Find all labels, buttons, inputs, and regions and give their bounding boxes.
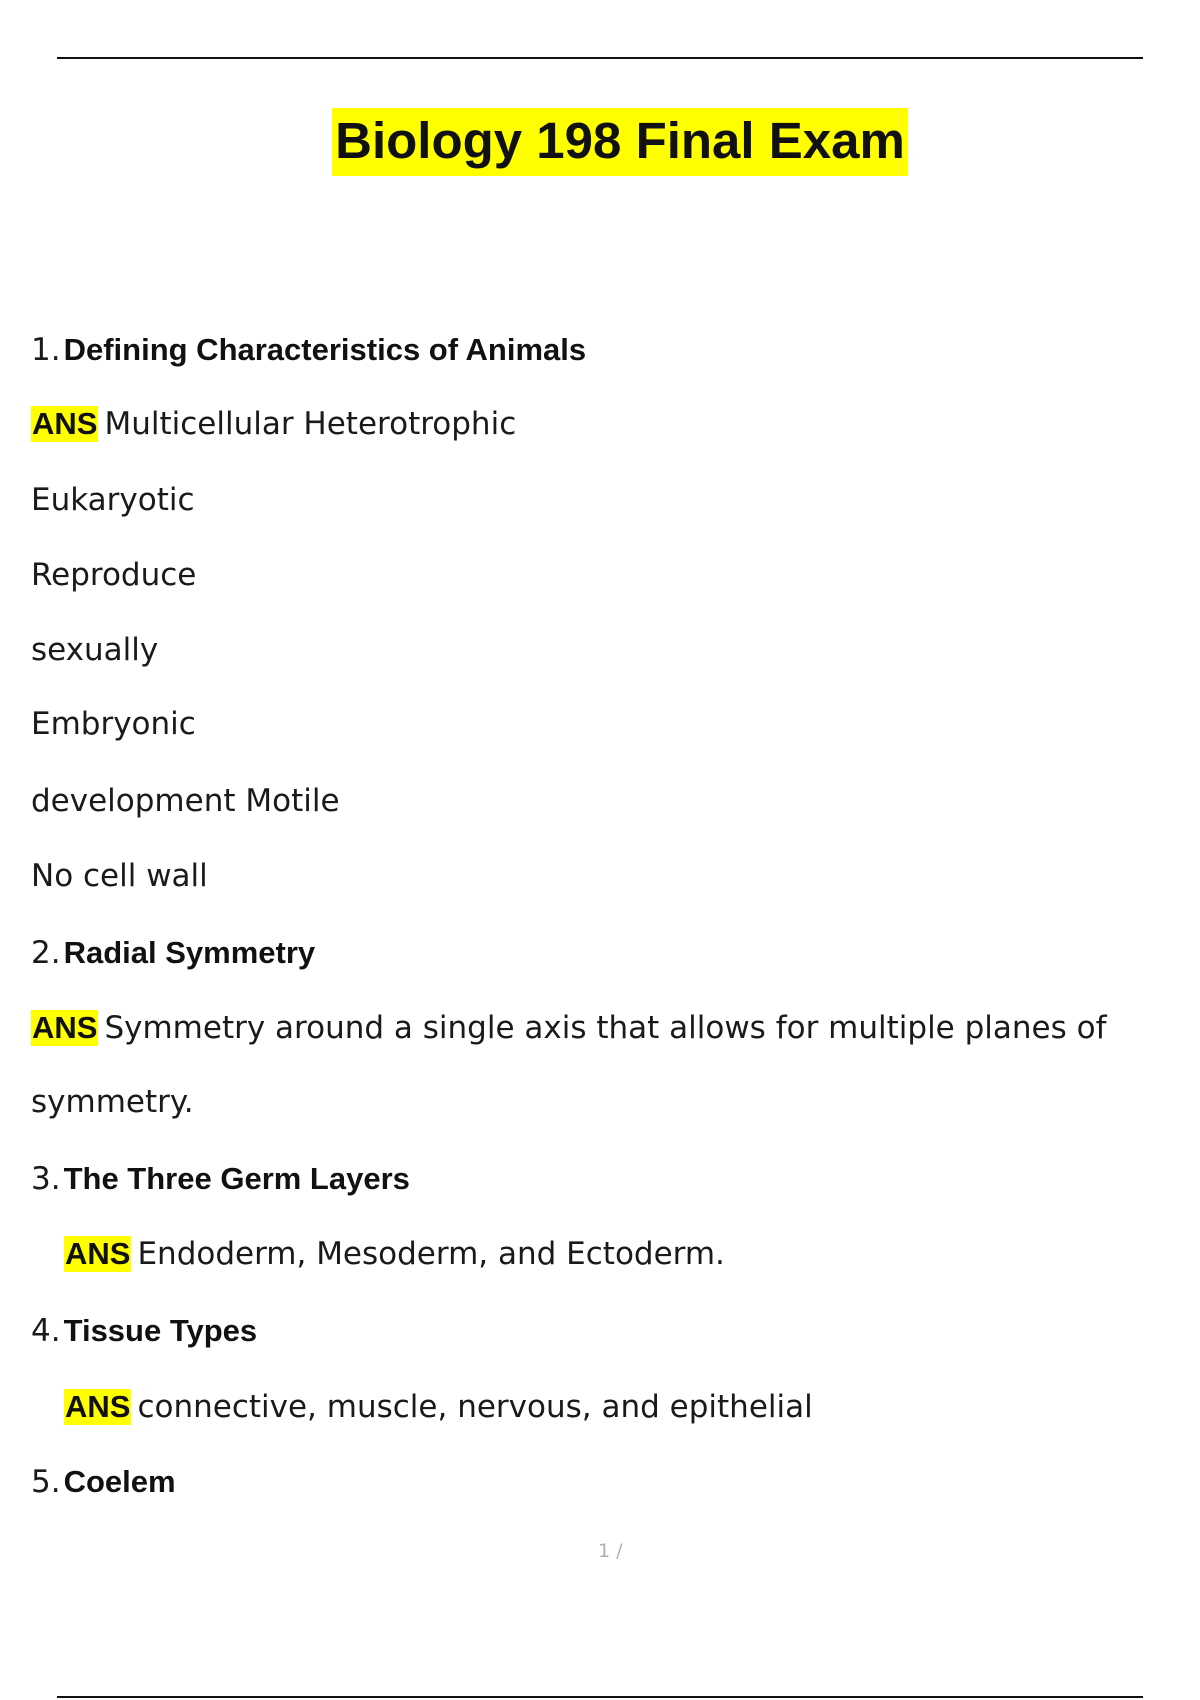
answer-2-line-1 xyxy=(31,1008,1107,1048)
question-title: Tissue Types xyxy=(63,1313,258,1348)
answer-text: Symmetry around a single axis that allows for multiple planes of xyxy=(104,1010,1107,1046)
answer-2-line-2: symmetry. xyxy=(31,1084,194,1120)
question-3 xyxy=(31,1159,410,1199)
document-title: Biology 198 Final Exam xyxy=(332,108,908,176)
question-title: Radial Symmetry xyxy=(63,935,316,970)
answer-1-line-2: Eukaryotic xyxy=(31,482,195,518)
answer-1-line-3: Reproduce xyxy=(31,557,197,593)
question-title: Defining Characteristics of Animals xyxy=(63,332,587,367)
question-number: 1. xyxy=(31,332,61,368)
answer-1-line-7: No cell wall xyxy=(31,858,208,894)
ans-label: ANS xyxy=(65,1389,131,1424)
title-container xyxy=(0,108,1200,176)
ans-label: ANS xyxy=(32,1010,98,1045)
answer-text: connective, muscle, nervous, and epithelial xyxy=(137,1389,813,1425)
answer-4-line-1 xyxy=(64,1387,813,1427)
answer-1-line-6: development Motile xyxy=(31,783,340,819)
question-title: Coelem xyxy=(63,1464,176,1499)
question-5 xyxy=(31,1462,176,1502)
question-2 xyxy=(31,933,315,973)
top-rule xyxy=(57,57,1143,59)
question-title: The Three Germ Layers xyxy=(63,1161,410,1196)
answer-text: Endoderm, Mesoderm, and Ectoderm. xyxy=(137,1236,725,1272)
answer-1-line-5: Embryonic xyxy=(31,706,196,742)
question-number: 5. xyxy=(31,1464,61,1500)
question-number: 2. xyxy=(31,935,61,971)
page-indicator: 1 / xyxy=(598,1540,623,1562)
answer-1-line-4: sexually xyxy=(31,632,159,668)
question-number: 4. xyxy=(31,1313,61,1349)
answer-3-line-1 xyxy=(64,1234,725,1274)
ans-label: ANS xyxy=(65,1236,131,1271)
answer-1-line-1 xyxy=(31,404,516,444)
bottom-rule xyxy=(57,1696,1143,1698)
question-1 xyxy=(31,330,586,370)
question-number: 3. xyxy=(31,1161,61,1197)
ans-label: ANS xyxy=(32,406,98,441)
answer-text: Multicellular Heterotrophic xyxy=(104,406,517,442)
question-4 xyxy=(31,1311,257,1351)
